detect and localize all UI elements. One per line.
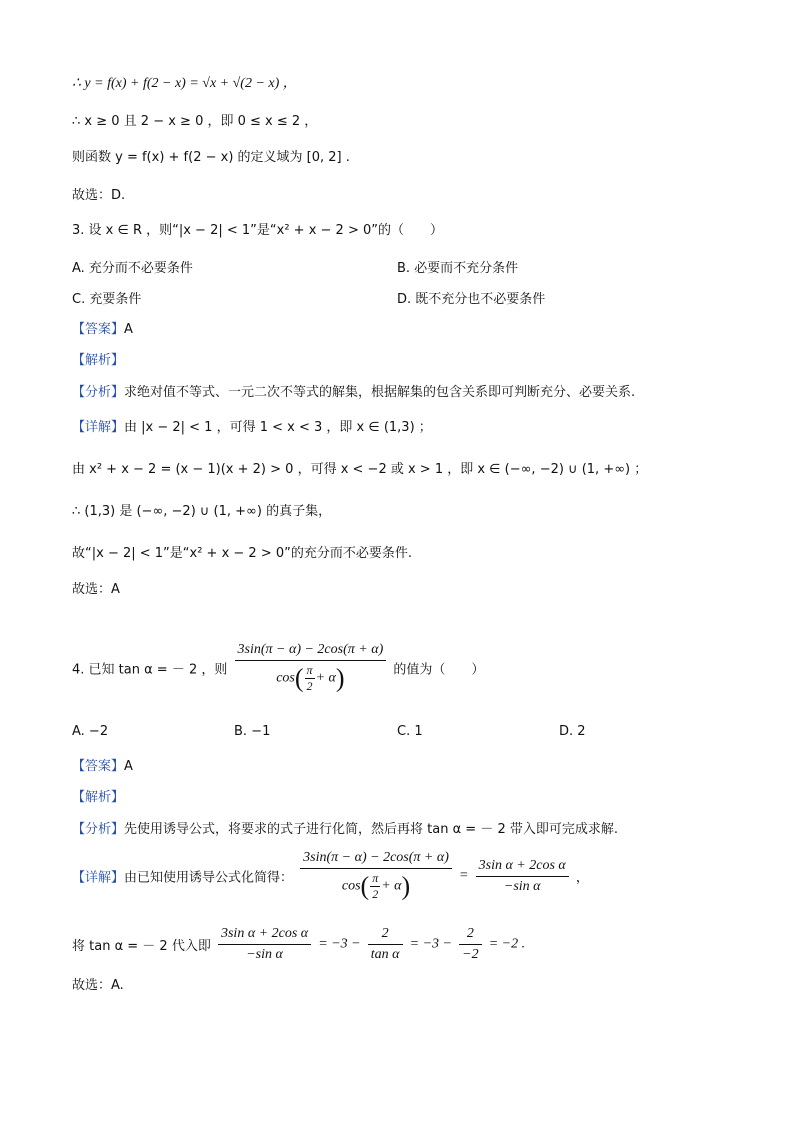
q4-option-c: C. 1 bbox=[397, 724, 423, 739]
two-den: 2 bbox=[372, 887, 379, 901]
sub-f1-num: 3sin α + 2cos α bbox=[218, 926, 311, 945]
sub-f2-num: 2 bbox=[368, 926, 403, 945]
q3-fenxi bbox=[72, 381, 635, 400]
q4-option-a: A. −2 bbox=[72, 724, 109, 739]
sub-prefix: 将 tan α = － 2 代入即 bbox=[72, 939, 211, 954]
question-3-stem: 3. 设 x ∈ R ，则“|x − 2| < 1”是“x² + x − 2 > 0”的（ ） bbox=[72, 223, 443, 238]
q4-xj-denominator: cos( $\frac{\pi}{2}$ + α) bbox=[341, 871, 411, 901]
sub-f3-num: 2 bbox=[459, 926, 481, 945]
fenxi-tag: 【分析】 bbox=[72, 385, 125, 400]
pi-num: π bbox=[372, 871, 379, 885]
q4-xj-rhs-numerator: 3sin α + 2cos α bbox=[476, 858, 569, 877]
q4-xj-den-post: + α bbox=[381, 878, 402, 894]
sub-fraction-1 bbox=[218, 926, 311, 963]
q4-stem-prefix: 4. 已知 tan α = － 2 ，则 bbox=[72, 662, 228, 678]
q4-stem-den-post: + α bbox=[315, 670, 336, 686]
sub-f2-den: tan α bbox=[370, 947, 400, 962]
q4-fenxi bbox=[72, 818, 618, 837]
solution-choice: 故选：D. bbox=[72, 188, 126, 203]
q4-analysis-tag bbox=[72, 786, 124, 805]
q4-substitution bbox=[72, 926, 525, 963]
q3-option-d: D. 既不充分也不必要条件 bbox=[397, 292, 546, 307]
q4-xj-rhs-fraction bbox=[476, 858, 569, 895]
fenxi-tag: 【分析】 bbox=[72, 822, 125, 837]
q4-stem-suffix: 的值为（ ） bbox=[393, 662, 485, 678]
q4-xiangjie bbox=[72, 850, 589, 902]
answer-value: A bbox=[124, 759, 133, 774]
q3-choose: 故选：A bbox=[72, 582, 120, 597]
xiangjie-text: 由 |x − 2| < 1 ，可得 1 < x < 3 ，即 x ∈ (1,3) ； bbox=[124, 420, 432, 435]
q4-answer bbox=[72, 755, 133, 774]
equals-sign: = bbox=[459, 868, 469, 883]
answer-tag: 【答案】 bbox=[72, 759, 125, 774]
q3-analysis-tag bbox=[72, 349, 124, 368]
question-4-stem bbox=[72, 642, 484, 694]
fenxi-text: 求绝对值不等式、一元二次不等式的解集，根据解集的包含关系即可判断充分、必要关系. bbox=[124, 385, 636, 400]
analysis-tag: 【解析】 bbox=[72, 353, 125, 368]
q3-step-4: 故“|x − 2| < 1”是“x² + x − 2 > 0”的充分而不必要条件. bbox=[72, 546, 412, 561]
answer-value: A bbox=[124, 322, 133, 337]
sub-mid-2: = −3 − bbox=[409, 936, 452, 952]
pi-num: π bbox=[306, 663, 313, 677]
sub-end: = −2 . bbox=[488, 936, 526, 952]
q4-option-b: B. −1 bbox=[234, 724, 271, 739]
q3-option-b: B. 必要而不充分条件 bbox=[397, 261, 519, 276]
solution-line-3: 则函数 y = f(x) + f(2 − x) 的定义域为 [0, 2] . bbox=[72, 150, 350, 165]
sub-fraction-3 bbox=[459, 926, 481, 963]
q4-xj-numerator: 3sin(π − α) − 2cos(π + α) bbox=[300, 850, 452, 869]
xiangjie-tag: 【详解】 bbox=[72, 870, 125, 886]
q4-stem-fraction bbox=[235, 642, 387, 694]
q4-stem-den-cos: cos bbox=[276, 670, 295, 686]
q4-stem-denominator: cos( $\frac{\pi}{2}$ + α) bbox=[276, 663, 345, 693]
q3-option-a: A. 充分而不必要条件 bbox=[72, 261, 193, 276]
q4-option-d: D. 2 bbox=[559, 724, 586, 739]
q3-step-2: 由 x² + x − 2 = (x − 1)(x + 2) > 0 ，可得 x < −2 或 x > 1 ，即 x ∈ (−∞, −2) ∪ (1, +∞) ； bbox=[72, 462, 648, 477]
q4-xj-end: ， bbox=[575, 870, 589, 886]
q4-stem-den-frac bbox=[305, 663, 315, 694]
sub-fraction-2 bbox=[368, 926, 403, 963]
q3-answer bbox=[72, 318, 133, 337]
fenxi-text: 先使用诱导公式，将要求的式子进行化简，然后再将 tan α = － 2 带入即可完成求解. bbox=[124, 822, 618, 837]
q4-choose: 故选：A. bbox=[72, 978, 124, 993]
sub-mid-1: = −3 − bbox=[318, 936, 361, 952]
two-den: 2 bbox=[306, 679, 313, 693]
q4-stem-numerator: 3sin(π − α) − 2cos(π + α) bbox=[235, 642, 387, 661]
xiangjie-prefix: 由已知使用诱导公式化简得： bbox=[124, 870, 294, 886]
solution-line-1: ∴ y = f(x) + f(2 − x) = √x + √(2 − x) ， bbox=[72, 76, 297, 91]
solution-line-2: ∴ x ≥ 0 且 2 − x ≥ 0 ，即 0 ≤ x ≤ 2 ， bbox=[72, 114, 318, 129]
answer-tag: 【答案】 bbox=[72, 322, 125, 337]
q4-xj-rhs-denominator: −sin α bbox=[503, 878, 541, 894]
q3-step-3: ∴ (1,3) 是 (−∞, −2) ∪ (1, +∞) 的真子集， bbox=[72, 504, 332, 519]
q4-xj-den-cos: cos bbox=[341, 878, 361, 894]
sub-f1-den: −sin α bbox=[246, 947, 283, 962]
q3-option-c: C. 充要条件 bbox=[72, 292, 142, 307]
q3-xiangjie bbox=[72, 416, 432, 435]
sub-f3-den: −2 bbox=[462, 947, 479, 962]
q4-xj-den-frac bbox=[370, 871, 380, 902]
q4-xj-fraction bbox=[300, 850, 452, 902]
analysis-tag: 【解析】 bbox=[72, 790, 125, 805]
xiangjie-tag: 【详解】 bbox=[72, 420, 125, 435]
